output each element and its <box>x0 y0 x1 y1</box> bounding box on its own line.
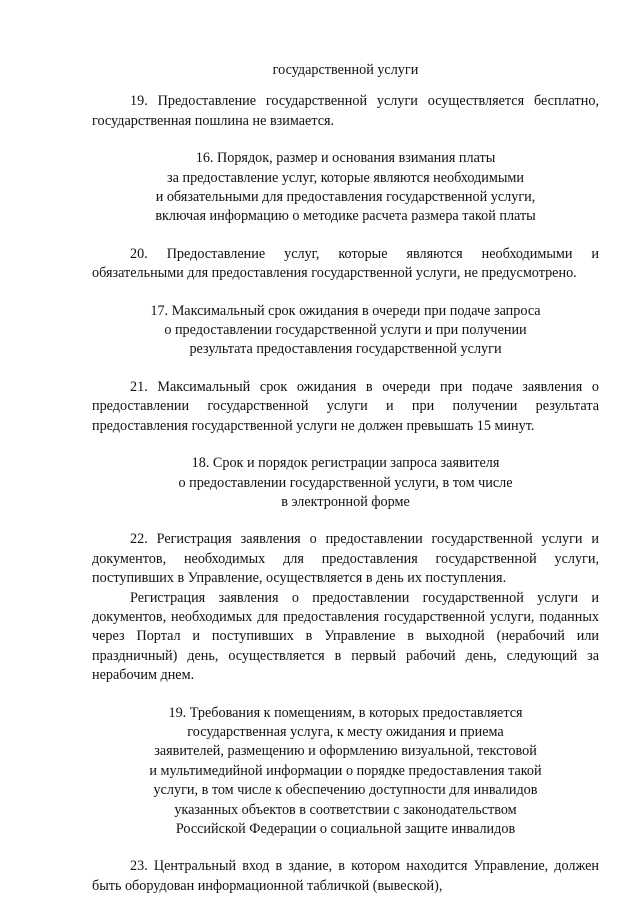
heading-19-line-7: Российской Федерации о социальной защите инвалидов <box>175 821 516 837</box>
heading-16-line-3: и обязательными для предоставления государственной услуги, <box>155 189 536 206</box>
heading-16-line-4: включая информацию о методике расчета размера такой платы <box>155 208 536 225</box>
heading-19-line-2: государственная услуга, к месту ожидания и приема <box>187 723 504 740</box>
continued-heading-line: государственной услуги <box>272 62 419 78</box>
heading-18-line-1: 18. Срок и порядок регистрации запроса заявителя <box>191 455 500 472</box>
heading-18-line-3: в электронной форме <box>281 493 410 510</box>
heading-19-line-4: и мультимедийной информации о порядке предоставления такой <box>149 762 542 779</box>
heading-17-line-1: 17. Максимальный срок ожидания в очереди при подаче запроса <box>150 302 541 319</box>
paragraph-22-second: Регистрация заявления о предоставлении государственной услуги и документов, необходимых для предоставления государственной услуги, поданных через Портал и поступивших в Управление в выходной (нерабочий или праздничный) день, осуществляется в первый рабочий день, следующий за нерабочим днем. <box>92 589 599 684</box>
paragraph-21: 21. Максимальный срок ожидания в очереди при подаче заявления о предоставлении государственной услуги и при получении результата предоставления государственной услуги не должен превышать 15 минут. <box>92 378 599 434</box>
heading-16-line-2: за предоставление услуг, которые являются необходимыми <box>167 169 524 186</box>
heading-19-line-1: 19. Требования к помещениям, в которых предоставляется <box>168 704 523 721</box>
heading-19-line-5: услуги, в том числе к обеспечению доступности для инвалидов <box>153 782 538 799</box>
section-heading-18 <box>92 454 599 512</box>
section-heading-19 <box>92 704 599 840</box>
heading-17-line-2: о предоставлении государственной услуги и при получении <box>164 322 527 339</box>
heading-18-line-2: о предоставлении государственной услуги, в том числе <box>178 474 513 491</box>
heading-17-line-3: результата предоставления государственной услуги <box>189 341 502 358</box>
paragraph-23: 23. Центральный вход в здание, в котором находится Управление, должен быть оборудован информационной табличкой (вывеской), <box>92 858 599 894</box>
paragraph-22-first: 22. Регистрация заявления о предоставлении государственной услуги и документов, необходимых для предоставления государственной услуги, поступивших в Управление, осуществляется в день их поступления. <box>92 531 599 587</box>
heading-16-line-1: 16. Порядок, размер и основания взимания платы <box>195 150 496 167</box>
paragraph-20: 20. Предоставление услуг, которые являются необходимыми и обязательными для предоставления государственной услуги, не предусмотрено. <box>92 245 599 282</box>
heading-19-line-6: указанных объектов в соответствии с законодательством <box>174 801 517 818</box>
section-heading-16 <box>92 149 599 227</box>
section-heading-17 <box>92 302 599 360</box>
paragraph-19: 19. Предоставление государственной услуги осуществляется бесплатно, государственная пошлина не взимается. <box>92 93 599 129</box>
heading-19-line-3: заявителей, размещению и оформлению визуальной, текстовой <box>154 743 537 760</box>
